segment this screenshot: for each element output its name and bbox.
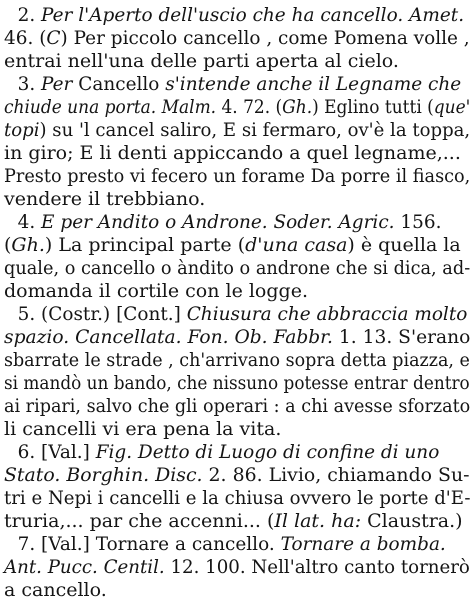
italic-text: topi [4,119,40,141]
roman-text: 4. [17,211,42,233]
roman-text: quale, o cancello o àndito o androne che si dica, ad- [4,257,471,279]
entry-line [4,27,470,50]
roman-text: a cancello. [4,579,107,601]
entry-line [4,73,470,96]
roman-text: ) Per piccolo cancello , come Pomena volle , [60,27,470,49]
roman-text: tri e Nepi i cancelli e la chiusa ovvero le porte d'E- [4,487,471,509]
entry-line [4,395,471,418]
roman-text: sbarrate le strade , ch'arrivano sopra detta piazza, e [4,349,470,371]
italic-text: Gh. [11,234,45,256]
roman-text: ) su 'l cancel saliro, E si fermaro, ov'è la toppa, [39,119,471,141]
entry-line [4,326,471,349]
italic-text: que' [433,96,471,118]
roman-text: ai ripari, salvo che gli operari : a chi avesse sforzato [4,395,471,417]
roman-text: 5. (Costr.) [Cont.] [17,303,187,325]
roman-text: in giro; E li denti appiccando a quel legname,... [4,142,461,164]
italic-text: Chiusura che abbraccia molto [186,303,468,325]
roman-text: vendere il trebbiano. [4,188,206,210]
roman-text: 46. ( [4,27,47,49]
entry-line [4,234,470,257]
italic-text: d'una casa [245,234,348,256]
italic-text: Ant. Pucc. Centil. [4,556,165,578]
roman-text: 6. [Val.] [17,441,96,463]
roman-text: 12. 100. Nell'altro canto tornerò [164,556,470,578]
entry-line [4,533,470,556]
italic-text: Tornare a bomba. [280,533,446,555]
entry-line [4,418,470,441]
italic-text: s'intende anche il Legname che [165,73,462,95]
roman-text: Presto presto vi fecero un forame Da porre il fiasco, [4,165,471,187]
roman-text: ) Eglino tutti ( [312,96,434,118]
entry-line [4,211,470,234]
italic-text: Fig. Detto di Luogo di confine di uno [95,441,440,463]
italic-text: C [46,27,61,49]
entry-line [4,441,470,464]
entry-line [4,165,471,188]
roman-text: entrai nell'una delle parti aperta al cielo. [4,50,399,72]
italic-text: Gh. [282,96,313,118]
roman-text: 2. 86. Livio, chiamando Su- [202,464,470,486]
entry-line [4,303,470,326]
entry-line [4,96,471,119]
entry-line [4,464,470,487]
entry-line [4,349,470,372]
entry-line [4,487,471,510]
italic-text: Il lat. ha: [274,510,362,532]
italic-text: spazio. Cancellata. Fon. Ob. Fabbr. [4,326,333,348]
entry-line [4,4,470,27]
roman-text: ( [4,234,12,256]
roman-text: Cancello [72,73,166,95]
italic-text: Stato. Borghin. Disc. [4,464,203,486]
roman-text: 4. 72. ( [216,96,283,118]
entry-line [4,579,470,602]
roman-text: 156. [394,211,442,233]
roman-text: si mandò un bando, che nissuno potesse entrar dentro [4,372,470,394]
entry-line [4,372,470,395]
entry-line [4,257,471,280]
entry-line [4,510,470,533]
roman-text: 1. 13. S'erano [332,326,471,348]
entry-line [4,188,470,211]
roman-text: li cancelli vi era pena la vita. [4,418,282,440]
entry-line [4,280,470,303]
roman-text: truria,... par che accenni... ( [4,510,275,532]
italic-text: E per Andito o Androne. Soder. Agric. [41,211,395,233]
italic-text: chiude una porta. Malm. [4,96,217,118]
entry-line [4,50,470,73]
roman-text: 7. [Val.] Tornare a cancello. [17,533,281,555]
entry-line [4,142,470,165]
entry-line [4,556,470,579]
dictionary-page [4,4,471,601]
roman-text: ) La principal parte ( [44,234,246,256]
roman-text: Claustra.) [361,510,463,532]
roman-text: ) è quella la [347,234,461,256]
roman-text: 2. [17,4,42,26]
roman-text: 3. [17,73,42,95]
entry-line [4,119,471,142]
italic-text: Per [41,73,73,95]
roman-text: domanda il cortile con le logge. [4,280,308,302]
italic-text: Per l'Aperto dell'uscio che ha cancello. Amet. [41,4,465,26]
